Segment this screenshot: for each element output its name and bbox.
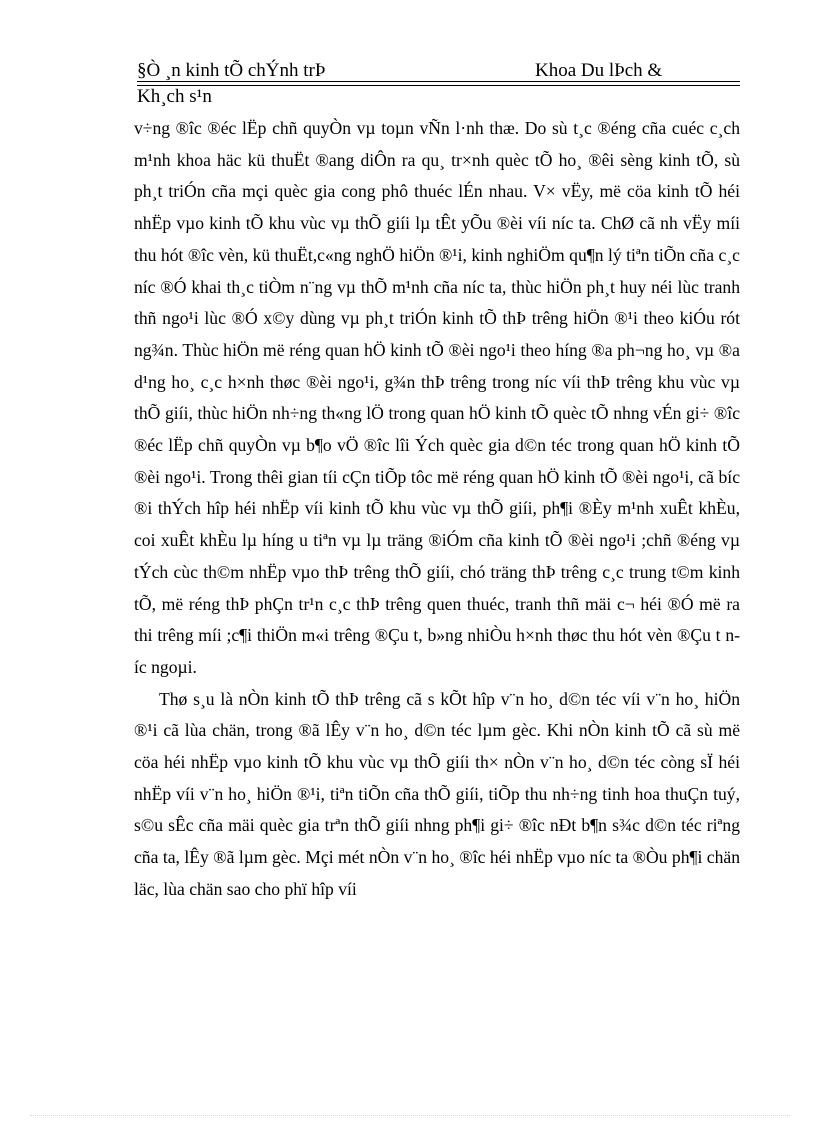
header-title-right: Khoa Du lÞch & <box>535 60 663 81</box>
header-rule-bottom <box>137 85 740 86</box>
header-title-continuation: Kh¸ch s¹n <box>137 86 212 107</box>
paragraph: v÷ng ®îc ®éc lËp chñ quyÒn vµ toµn vÑn l·nh thæ. Do sù t¸c ®éng cña cuéc c¸ch m¹nh khoa häc kü thuËt ®ang diÔn ra qu¸ tr×nh quèc tÕ ho¸ ®êi sèng kinh tÕ, sù ph¸t triÓn cña mçi quèc gia cong phô thuéc lÉn nhau. V× vËy, më cöa kinh tÕ héi nhËp vµo kinh tÕ khu vùc vµ thÕ giíi lµ tÊt yÕu ®èi víi níc ta. ChØ cã nh vËy míi thu hót ®îc vèn, kü thuËt,c«ng nghÖ hiÖn ®¹i, kinh nghiÖm qu¶n lý tiªn tiÕn cña c¸c níc ®Ó khai th¸c tiÒm n¨ng vµ thÕ m¹nh cña níc ta, thùc hiÖn ph¸t huy néi lùc tranh thñ ngo¹i lùc ®Ó x©y dùng vµ ph¸t triÓn kinh tÕ thÞ trêng hiÖn ®¹i theo kiÓu rót ng¾n. Thùc hiÖn më réng quan hÖ kinh tÕ ®èi ngo¹i theo híng ®a ph¬ng ho¸ vµ ®a d¹ng ho¸ c¸c h×nh thøc ®èi ngo¹i, g¾n thÞ trêng trong níc víi thÞ trêng khu vùc vµ thÕ giíi, thùc hiÖn nh÷ng th«ng lÖ trong quan hÖ kinh tÕ quèc tÕ nhng vÉn gi÷ ®îc ®éc lËp chñ quyÒn vµ b¶o vÖ ®îc lîi Ých quèc gia d©n téc trong quan hÖ kinh tÕ ®èi ngo¹i. Trong thêi gian tíi cÇn tiÕp tôc më réng quan hÖ kinh tÕ ®èi ngo¹i, cã bíc ®i thÝch hîp héi nhËp víi kinh tÕ khu vùc vµ thÕ giíi, ph¶i ®Èy m¹nh xuÊt khÈu, coi xuÊt khÈu lµ híng u tiªn vµ lµ träng ®iÓm cña kinh tÕ ®èi ngo¹i ;chñ ®éng vµ tÝch cùc th©m nhËp vµo thÞ trêng thÕ giíi, chó träng thÞ trêng c¸c trung t©m kinh tÕ, më réng thÞ phÇn tr¹n c¸c thÞ trêng quen thuéc, tranh thñ mäi c¬ héi ®Ó më ra thi trêng míi ;c¶i thiÖn m«i trêng ®Çu t, b»ng nhiÒu h×nh thøc thu hót vèn ®Çu t níc ngoµi. <box>134 118 740 677</box>
footer-dotted-line <box>30 1115 790 1116</box>
header-rule-top <box>137 81 740 82</box>
header-title-left: §Ò ¸n kinh tÕ chÝnh trÞ <box>137 60 326 81</box>
body-text <box>134 113 740 906</box>
paragraph: Thø s¸u là nÒn kinh tÕ thÞ trêng cã s kÕt hîp v¨n ho¸ d©n téc víi v¨n ho¸ hiÖn ®¹i cã lùa chän, trong ®ã lÊy v¨n ho¸ d©n téc lµm gèc. Khi nÒn kinh tÕ cã sù më cöa héi nhËp vµo kinh tÕ khu vùc vµ thÕ giíi th× nÒn v¨n ho¸ d©n téc còng sÏ héi nhËp víi v¨n ho¸ hiÖn ®¹i, tiªn tiÕn cña thÕ giíi, tiÕp thu nh÷ng tinh hoa thuÇn tuý, s©u sÊc cña mäi quèc gia trªn thÕ giíi nhng ph¶i gi÷ ®îc nÐt b¶n s¾c d©n téc riªng cña ta, lÊy ®ã lµm gèc. Mçi mét nÒn v¨n ho¸ ®îc héi nhËp vµo níc ta ®Òu ph¶i chän läc, lùa chän sao cho phï hîp víi <box>134 688 740 899</box>
